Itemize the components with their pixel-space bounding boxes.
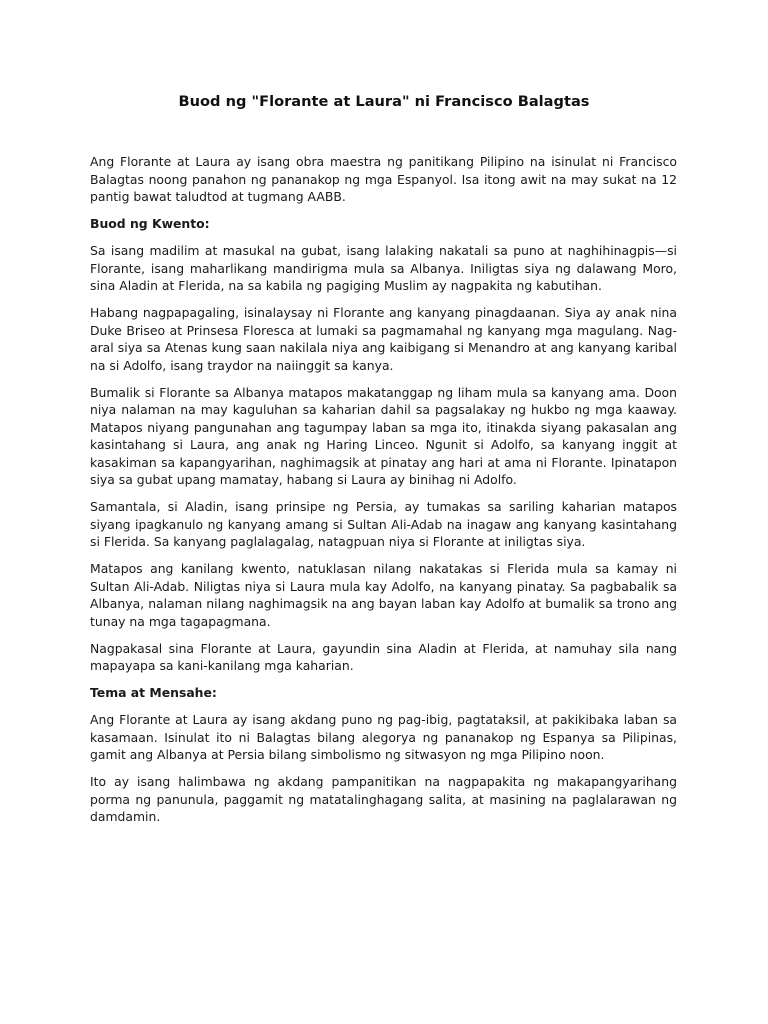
summary-paragraph: Matapos ang kanilang kwento, natuklasan nilang nakatakas si Flerida mula sa kamay ni Sultan Ali-Adab. Niligtas niya si Laura mula kay Adolfo, na kanyang pinatay. Sa pagbabalik sa Albanya, nalaman nilang naghimagsik na ang bayan laban kay Adolfo at bumalik sa trono ang tunay na mga tagapagmana. [90,561,677,629]
document-title: Buod ng "Florante at Laura" ni Francisco Balagtas [178,93,590,110]
summary-paragraph: Sa isang madilim at masukal na gubat, isang lalaking nakatali sa puno at naghihinagpis—si Florante, isang maharlikang mandirigma mula sa Albanya. Iniligtas siya ng dalawang Moro, sina Aladin at Flerida, na sa kabila ng pagiging Muslim ay nagpakita ng kabutihan. [90,243,677,293]
theme-paragraph: Ang Florante at Laura ay isang akdang puno ng pag-ibig, pagtataksil, at pakikibaka laban sa kasamaan. Isinulat ito ni Balagtas bilang alegorya ng pananakop ng Espanya sa Pilipinas, gamit ang Albanya at Persia bilang simbolismo ng sitwasyon ng mga Pilipino noon. [90,712,677,762]
summary-paragraph: Samantala, si Aladin, isang prinsipe ng Persia, ay tumakas sa sariling kaharian matapos siyang ipagkanulo ng kanyang amang si Sultan Ali-Adab na inagaw ang kanyang kasintahang si Flerida. Sa kanyang paglalagalag, natagpuan niya si Florante at iniligtas siya. [90,499,677,549]
summary-paragraph: Bumalik si Florante sa Albanya matapos makatanggap ng liham mula sa kanyang ama. Doon niya nalaman na may kaguluhan sa kaharian dahil sa pagsalakay ng hukbo ng mga kaaway. Matapos niyang pangunahan ang tagumpay laban sa mga ito, itinakda siyang pakasalan ang kasintahang si Laura, ang anak ng Haring Linceo. Ngunit si Adolfo, sa kanyang inggit at kasakiman sa kapangyarihan, naghimagsik at pinatay ang hari at ama ni Florante. Ipinatapon siya sa gubat upang mamatay, habang si Laura ay binihag ni Adolfo. [90,384,677,487]
theme-paragraph: Ito ay isang halimbawa ng akdang pampanitikan na nagpapakita ng makapangyarihang porma ng panunula, paggamit ng matatalinghagang salita, at masining na paglalarawan ng damdamin. [90,774,677,824]
summary-paragraph: Nagpakasal sina Florante at Laura, gayundin sina Aladin at Flerida, at namuhay sila nang mapayapa sa kani-kanilang mga kaharian. [90,640,677,673]
intro-paragraph: Ang Florante at Laura ay isang obra maestra ng panitikang Pilipino na isinulat ni Francisco Balagtas noong panahon ng pananakop ng mga Espanyol. Isa itong awit na may sukat na 12 pantig bawat taludtod at tugmang AABB. [90,154,677,204]
document-body [90,153,677,835]
summary-paragraph: Habang nagpapagaling, isinalaysay ni Florante ang kanyang pinagdaanan. Siya ay anak nina Duke Briseo at Prinsesa Floresca at lumaki sa pagmamahal ng kanyang mga magulang. Nag-aral siya sa Atenas kung saan nakilala niya ang kaibigang si Menandro at ang kanyang karibal na si Adolfo, isang traydor na naiinggit sa kanya. [90,305,677,373]
summary-heading: Buod ng Kwento: [90,216,210,231]
theme-heading: Tema at Mensahe: [90,685,217,700]
